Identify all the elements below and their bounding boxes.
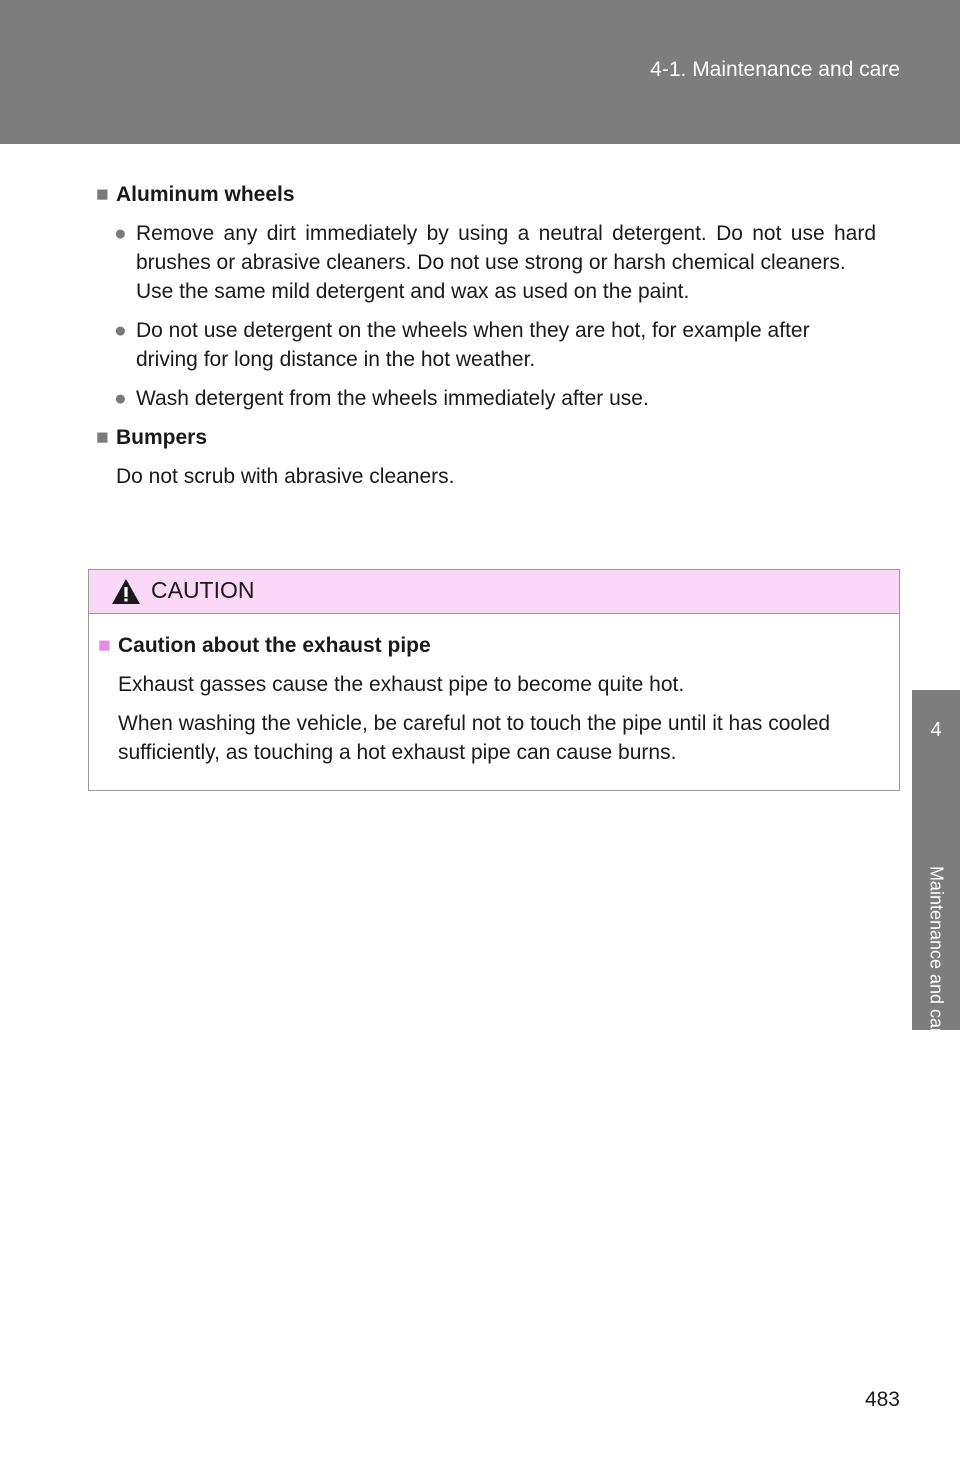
circle-bullet-icon: ● [114, 222, 127, 245]
square-bullet-icon: ■ [98, 634, 111, 657]
bullet-text: Wash detergent from the wheels immediately after use. [136, 387, 649, 410]
heading-text: Bumpers [116, 426, 208, 449]
section-heading-bumpers [96, 423, 876, 452]
heading-text: Caution about the exhaust pipe [118, 634, 431, 657]
page-number: 483 [864, 1388, 900, 1411]
page-header [0, 0, 960, 144]
bullet-text: Remove any dirt immediately by using a neutral detergent. Do not use hard brushes or abrasive cleaners. Do not use strong or harsh chemical cleaners. [136, 222, 876, 274]
list-item [96, 316, 876, 374]
caution-title: CAUTION [151, 577, 255, 603]
circle-bullet-icon: ● [114, 319, 127, 342]
list-item [96, 384, 876, 413]
circle-bullet-icon: ● [114, 387, 127, 410]
warning-triangle-icon [111, 578, 141, 605]
caution-body [98, 631, 893, 777]
section-text: Do not scrub with abrasive cleaners. [116, 465, 455, 488]
square-bullet-icon: ■ [96, 183, 109, 206]
bullet-text: Do not use detergent on the wheels when they are hot, for example after driving for long distance in the hot weather. [136, 319, 810, 371]
caution-box [88, 569, 900, 791]
bullet-note: Use the same mild detergent and wax as used on the paint. [136, 280, 690, 303]
chapter-number: 4 [930, 719, 942, 741]
main-content [96, 180, 876, 491]
caution-header [89, 570, 899, 614]
caution-heading [98, 631, 893, 660]
chapter-label: Maintenance and care [926, 865, 947, 1045]
square-bullet-icon: ■ [96, 426, 109, 449]
list-item [96, 219, 876, 306]
caution-paragraph: Exhaust gasses cause the exhaust pipe to become quite hot. [118, 673, 685, 696]
section-title: 4-1. Maintenance and care [650, 58, 900, 81]
heading-text: Aluminum wheels [116, 183, 295, 206]
section-heading-aluminum-wheels [96, 180, 876, 209]
chapter-side-tab [912, 690, 960, 1045]
caution-paragraph: When washing the vehicle, be careful not to touch the pipe until it has cooled sufficiently, as touching a hot exhaust pipe can cause burns. [118, 712, 831, 764]
